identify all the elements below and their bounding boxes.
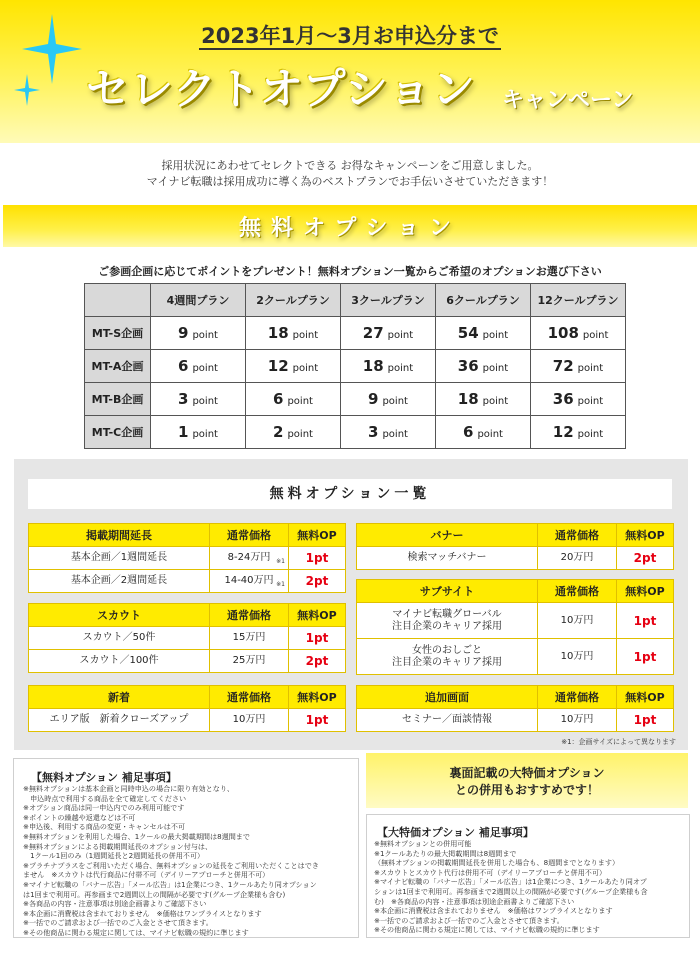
table-row [29, 627, 346, 650]
table-row [85, 317, 626, 350]
col-2cool: 2クールプラン [246, 284, 341, 317]
note-item: ※プラチナプラスをご利用いただく場合、無料オプションの延長をご利用いただくことはでき [23, 860, 319, 870]
col-price: 通常価格 [538, 524, 617, 547]
option-price: 20万円 [538, 547, 617, 570]
point-cell: 72 point [531, 350, 626, 383]
note-item: ※マイナビ転職の「バナー広告」「メール広告」は1企業につき、1クールあたり同オプ [374, 877, 647, 887]
table-row [85, 350, 626, 383]
option-list-title: 無料オプション一覧 [28, 479, 672, 509]
col-3cool: 3クールプラン [341, 284, 436, 317]
group-title: バナー [357, 524, 538, 547]
col-price: 通常価格 [210, 604, 289, 627]
scout-table [28, 603, 346, 673]
group-title: スカウト [29, 604, 210, 627]
col-free: 無料OP [289, 524, 346, 547]
point-cell: 18 point [436, 383, 531, 416]
point-cell: 1 point [151, 416, 246, 449]
intro-line-1: 採用状況にあわせてセレクトできる お得なキャンペーンをご用意しました。 [161, 159, 539, 172]
option-price: 15万円 [210, 627, 289, 650]
corner-cell [85, 284, 151, 317]
col-free: 無料OP [617, 524, 674, 547]
point-cell: 18 point [341, 350, 436, 383]
note-item: ※本企画に消費税は含まれておりません ※価格はワンプライスとなります [374, 906, 613, 916]
free-option-banner-text: 無料オプション [238, 216, 462, 241]
col-6cool: 6クールプラン [436, 284, 531, 317]
table-row [85, 416, 626, 449]
note-item: ※本企画に消費税は含まれておりません ※価格はワンプライスとなります [23, 908, 262, 918]
point-cell: 6 point [436, 416, 531, 449]
option-points: 1pt [617, 709, 674, 732]
notes-title: 【無料オプション 補足事項】 [31, 771, 177, 784]
point-cell: 9 point [341, 383, 436, 416]
point-cell: 9 point [151, 317, 246, 350]
point-cell: 54 point [436, 317, 531, 350]
note-item: ※スカウトとスカウト代行は併用不可（デイリーアプローチと併用不可） [374, 867, 607, 877]
group-title: 掲載期間延長 [29, 524, 210, 547]
intro-line-2: マイナビ転職は採用成功に導く為のベストプランでお手伝いさせていただきます！ [146, 175, 554, 188]
option-price: 10万円 [538, 709, 617, 732]
option-price: 10万円 [538, 639, 617, 675]
sparkle-small-icon [14, 74, 40, 106]
point-table-header [85, 284, 626, 317]
note-item: ※その他商品に関わる規定に関しては、マイナビ転職の規約に準じます [23, 927, 249, 937]
table-row [357, 603, 674, 639]
point-lead-text: ご参画企画に応じてポイントをプレゼント！無料オプション一覧からご希望のオプションお選び下さい [98, 265, 602, 278]
point-cell: 12 point [246, 350, 341, 383]
note-item: ※ポイントの繰越や返還などは不可 [23, 812, 136, 822]
option-name: エリア版 新着クローズアップ [29, 709, 210, 732]
option-name: マイナビ転職グローバル 注目企業のキャリア採用 [357, 603, 538, 639]
option-price: 14-40万円 ※1 [210, 570, 289, 593]
note-item: は1回まで利用可。再参画まで2週間以上の間隔が必要です(グループ企業様も含む) [23, 889, 286, 899]
point-cell: 3 point [341, 416, 436, 449]
row-label: MT-C企画 [85, 416, 151, 449]
point-cell: 12 point [531, 416, 626, 449]
notes-title: 【大特価オプション 補足事項】 [377, 826, 534, 839]
table-row [85, 383, 626, 416]
free-option-notes [13, 758, 359, 938]
option-points: 1pt [617, 639, 674, 675]
campaign-period: 2023年1月～3月お申込分まで [201, 24, 499, 48]
option-points: 1pt [617, 603, 674, 639]
col-free: 無料OP [617, 580, 674, 603]
campaign-subtitle: キャンペーン [502, 88, 634, 113]
combo-line-2: との併用もおすすめです！ [454, 783, 600, 797]
note-item: ションは1回まで利用可。再参画まで2週間以上の間隔が必要です(グループ企業様も含 [374, 886, 648, 896]
note-item: ※無料オプションは基本企画と同時申込の場合に限り有効となり、 [23, 784, 235, 793]
option-name: スカウト／50件 [29, 627, 210, 650]
option-points: 2pt [289, 650, 346, 673]
col-free: 無料OP [289, 604, 346, 627]
note-item: ※マイナビ転職の「バナー広告」「メール広告」は1企業につき、1クールあたり同オプション [23, 879, 317, 889]
point-cell: 6 point [151, 350, 246, 383]
option-list-panel [14, 459, 688, 750]
size-footnote: ※1：企画サイズによって異なります [561, 738, 676, 746]
special-option-notes [366, 814, 690, 938]
option-price: 8-24万円 ※1 [210, 547, 289, 570]
point-cell: 36 point [531, 383, 626, 416]
col-free: 無料OP [289, 686, 346, 709]
notes-list [23, 784, 357, 938]
note-item: （無料オプションの掲載期間延長を併用した場合も、8週間までとなります） [374, 858, 620, 868]
intro-text [0, 158, 700, 190]
option-price: 10万円 [210, 709, 289, 732]
notes-list [374, 839, 686, 935]
table-row [29, 547, 346, 570]
point-cell: 6 point [246, 383, 341, 416]
col-price: 通常価格 [210, 524, 289, 547]
note-item: ※オプション商品は同一申込内でのみ利用可能です [23, 803, 185, 813]
option-points: 1pt [289, 547, 346, 570]
col-free: 無料OP [617, 686, 674, 709]
note-item: ません ※スカウトは代行商品に付帯不可（デイリーアプローチと併用不可） [23, 870, 270, 880]
note-item: ※申込後、利用する商品の変更・キャンセルは不可 [23, 822, 186, 832]
new-arrival-table [28, 685, 346, 732]
option-points: 2pt [289, 570, 346, 593]
campaign-title: セレクトオプション [86, 65, 476, 115]
price-note-mark: ※1 [276, 581, 285, 588]
point-table [84, 283, 626, 449]
group-title: 新着 [29, 686, 210, 709]
col-price: 通常価格 [538, 580, 617, 603]
extra-page-table [356, 685, 674, 732]
campaign-header [0, 0, 700, 143]
note-item: ※一括でのご請求および一括でのご入金とさせて頂きます。 [23, 918, 213, 928]
note-item: ※無料オプションによる掲載期間延長のオプション付与は、 [23, 841, 213, 851]
combo-line-1: 裏面記載の大特価オプション [449, 766, 605, 780]
table-row [357, 547, 674, 570]
point-cell: 3 point [151, 383, 246, 416]
note-item: ※無料オプションとの併用可能 [374, 839, 472, 848]
point-cell: 2 point [246, 416, 341, 449]
point-cell: 18 point [246, 317, 341, 350]
col-4weeks: 4週間プラン [151, 284, 246, 317]
group-title: 追加画面 [357, 686, 538, 709]
col-12cool: 12クールプラン [531, 284, 626, 317]
note-item: ※1クールあたりの最大掲載期間は8週間まで [374, 848, 517, 858]
note-item: 1クール1回のみ（1週間延長と2週間延長の併用不可） [23, 851, 205, 861]
point-cell: 36 point [436, 350, 531, 383]
option-name: 基本企画／2週間延長 [29, 570, 210, 593]
table-row [29, 650, 346, 673]
table-row [29, 709, 346, 732]
free-option-banner [3, 205, 697, 247]
table-row [357, 639, 674, 675]
option-name: スカウト／100件 [29, 650, 210, 673]
point-cell: 108 point [531, 317, 626, 350]
option-name: 女性のおしごと 注目企業のキャリア採用 [357, 639, 538, 675]
row-label: MT-A企画 [85, 350, 151, 383]
note-item: ※一括でのご請求および一括でのご入金とさせて頂きます。 [374, 915, 564, 925]
table-row [357, 709, 674, 732]
row-label: MT-S企画 [85, 317, 151, 350]
subsite-table [356, 579, 674, 675]
note-item: 申込時点で利用する商品を全て確定してください [23, 793, 187, 803]
group-title: サブサイト [357, 580, 538, 603]
note-item: ※無料オプションを利用した場合、1クールの最大掲載期間は8週間まで [23, 831, 250, 841]
price-note-mark: ※1 [276, 558, 285, 565]
option-price: 25万円 [210, 650, 289, 673]
option-points: 1pt [289, 709, 346, 732]
option-name: セミナー／面談情報 [357, 709, 538, 732]
table-row [29, 570, 346, 593]
combo-callout [366, 753, 688, 808]
banner-table [356, 523, 674, 570]
note-item: ※各商品の内容・注意事項は別途企画書よりご確認下さい [23, 899, 207, 909]
point-cell: 27 point [341, 317, 436, 350]
extension-table [28, 523, 346, 593]
option-name: 検索マッチバナー [357, 547, 538, 570]
col-price: 通常価格 [538, 686, 617, 709]
row-label: MT-B企画 [85, 383, 151, 416]
col-price: 通常価格 [210, 686, 289, 709]
option-price: 10万円 [538, 603, 617, 639]
note-item: む) ※各商品の内容・注意事項は別途企画書よりご確認下さい [374, 896, 575, 906]
option-name: 基本企画／1週間延長 [29, 547, 210, 570]
option-points: 2pt [617, 547, 674, 570]
note-item: ※その他商品に関わる規定に関しては、マイナビ転職の規約に準じます [374, 925, 600, 935]
option-points: 1pt [289, 627, 346, 650]
